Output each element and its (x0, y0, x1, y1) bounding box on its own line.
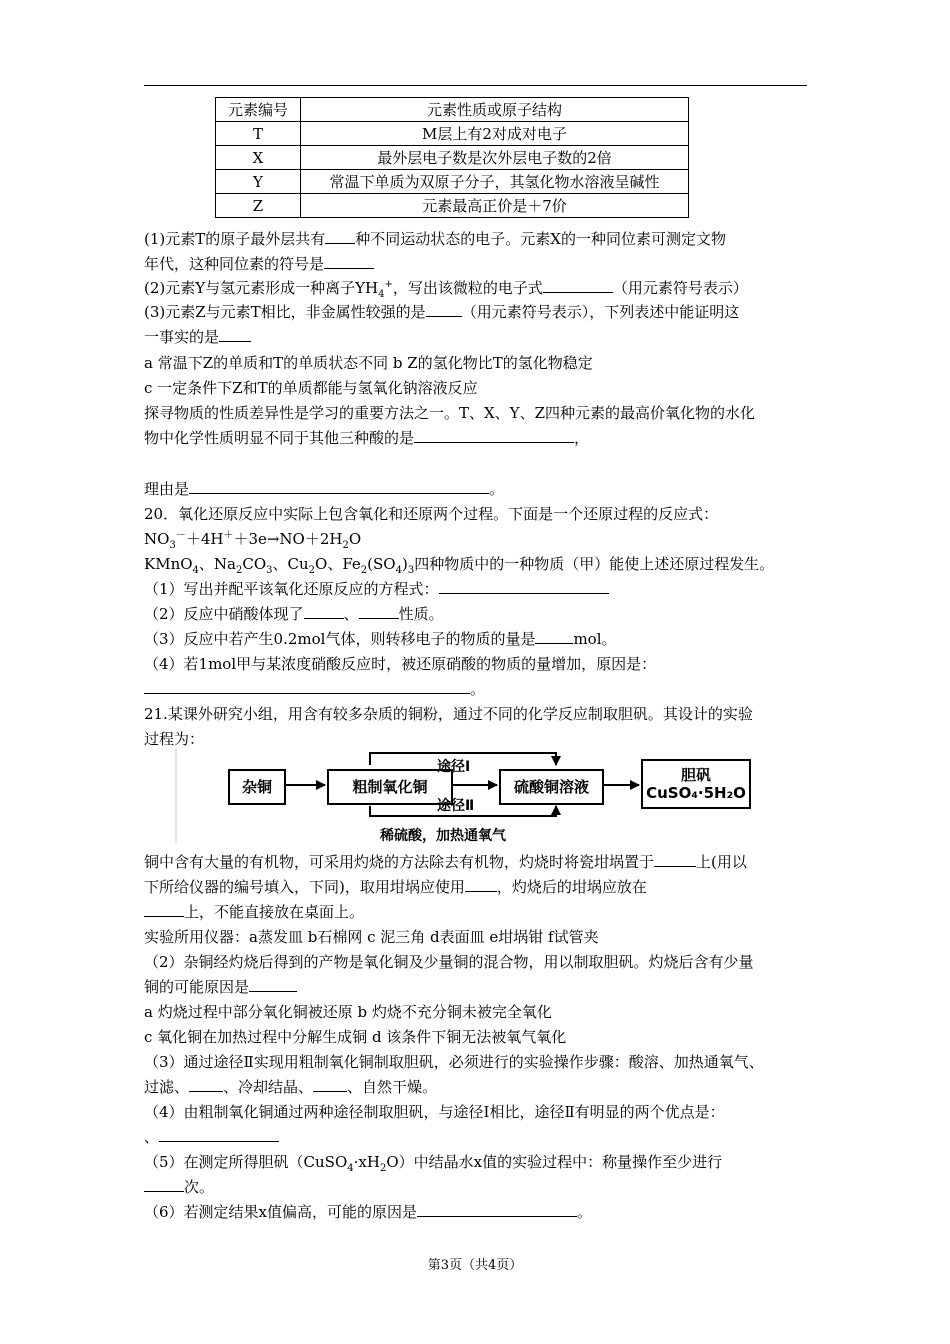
q19-text: (3)元素Z与元素T相比，非金属性较强的是 (144, 303, 426, 321)
q21-text: O）中结晶水x值的实验过程中：称量操作至少进行 (386, 1153, 723, 1171)
table-cell: T (216, 122, 301, 146)
q20-text: 。 (470, 680, 486, 698)
answer-blank (144, 902, 184, 917)
answer-blank (417, 1202, 577, 1217)
subscript: 2 (308, 565, 316, 576)
box-crude-copper-oxide: 粗制氧化铜 (327, 769, 453, 805)
q21-l9: （3）通过途径Ⅱ实现用粗制氧化铜制取胆矾，必须进行的实验操作步骤：酸溶、加热通氧气、 (144, 1053, 764, 1071)
superscript: + (384, 279, 393, 290)
q20-text: 四种物质中的一种物质（甲）能使上述还原过程发生。 (414, 555, 775, 573)
table-cell: Y (216, 170, 301, 194)
q21-text: 上(用以 (696, 853, 747, 871)
header-rule (144, 85, 807, 86)
answer-blank (439, 579, 609, 594)
route-1-label: 途径Ⅰ (437, 759, 471, 775)
box-crude-copper: 杂铜 (228, 769, 286, 805)
formula-text: NO (144, 530, 170, 548)
box-label: 胆矾 (680, 766, 711, 784)
q21-l12 (144, 1126, 279, 1148)
q20-part2 (144, 603, 444, 625)
q19-text: 年代，这种同位素的符号是 (144, 255, 325, 273)
q19-part1-line2 (144, 253, 374, 275)
q20-part1 (144, 578, 609, 600)
q21-text: 、自然干燥。 (347, 1078, 438, 1096)
table-cell: M层上有2对成对电子 (301, 122, 689, 146)
q21-text: （6）若测定结果x值偏高，可能的原因是 (144, 1203, 418, 1221)
q21-l7: a 灼烧过程中部分氧化铜被还原 b 灼烧不充分铜未被完全氧化 (144, 1003, 552, 1021)
q20-intro: 20．氧化还原反应中实际上包含氧化和还原两个过程。下面是一个还原过程的反应式： (144, 505, 719, 523)
q19-text: (1)元素T的原子最外层共有 (144, 230, 326, 248)
q21-l6 (144, 976, 297, 998)
q19-text: 种不同运动状态的电子。元素X的一种同位素可测定文物 (355, 230, 726, 248)
q19-part2 (144, 277, 748, 299)
q21-text: （5）在测定所得胆矾（CuSO (144, 1153, 348, 1171)
q19-part3-line2 (144, 326, 251, 348)
answer-blank (219, 327, 251, 342)
answer-blank (313, 1077, 347, 1092)
q19-part4-line1: 探寻物质的性质差异性是学习的重要方法之一。T、X、Y、Z四种元素的最高价氧化物的水化 (144, 404, 756, 422)
table-header: 元素编号 (216, 98, 301, 122)
box-blue-vitriol (641, 759, 751, 809)
q20-part4: （4）若1mol甲与某浓度硝酸反应时，被还原硝酸的物质的量增加，原因是： (144, 655, 657, 673)
route-2-label: 途径Ⅱ (437, 798, 475, 814)
subscript: 3 (266, 565, 273, 576)
table-row (216, 170, 689, 194)
answer-blank (189, 1077, 223, 1092)
q20-text: mol。 (573, 630, 617, 648)
q20-equation (144, 528, 361, 550)
q21-text: ·xH (353, 1153, 380, 1171)
box-formula: CuSO₄·5H₂O (646, 784, 746, 802)
q21-text: 铜中含有大量的有机物，可采用灼烧的方法除去有机物，灼烧时将瓷坩埚置于 (144, 853, 655, 871)
q21-intro-line1: 21.某课外研究小组，用含有较多杂质的铜粉，通过不同的化学反应制取胆矾。其设计的实验 (144, 705, 753, 723)
table-cell: 最外层电子数是次外层电子数的2倍 (301, 146, 689, 170)
answer-blank (654, 852, 696, 867)
q21-l15 (144, 1201, 592, 1223)
formula-text: CO (242, 555, 267, 573)
answer-blank (144, 1177, 184, 1192)
answer-blank (189, 479, 489, 494)
table-cell: Z (216, 194, 301, 218)
subscript: 4 (347, 1163, 354, 1174)
subscript: 2 (235, 565, 243, 576)
table-row (216, 122, 689, 146)
q21-text: ，灼烧后的坩埚应放在 (496, 878, 647, 896)
q20-text: 、 (343, 605, 359, 623)
q20-substances (144, 553, 774, 575)
q19-reason (144, 478, 504, 500)
table-cell: 元素最高正价是＋7价 (301, 194, 689, 218)
element-table (215, 97, 689, 218)
q20-text: 性质。 (398, 605, 444, 623)
q21-l1 (144, 851, 747, 873)
formula-text: 、Na (198, 555, 236, 573)
q21-text: 过滤、 (144, 1078, 190, 1096)
q20-part3 (144, 628, 617, 650)
q21-text: 铜的可能原因是 (144, 978, 250, 996)
q21-text: 、 (144, 1128, 160, 1146)
table-header-row (216, 98, 689, 122)
subscript: 4 (192, 565, 199, 576)
q19-options-ab: a 常温下Z的单质和T的单质状态不同 b Z的氢化物比T的氢化物稳定 (144, 354, 593, 372)
answer-blank (543, 278, 613, 293)
subscript: 4 (378, 289, 385, 300)
formula-text: O、Fe (315, 555, 361, 573)
q21-l4: 实验所用仪器：a蒸发皿 b石棉网 c 泥三角 d表面皿 e坩埚钳 f试管夹 (144, 928, 599, 946)
subscript: 2 (342, 540, 349, 551)
formula-text: ＋4H (185, 530, 224, 548)
q19-text: ，写出该微粒的电子式 (392, 279, 543, 297)
q21-l10 (144, 1076, 437, 1098)
q19-part1-line1 (144, 228, 726, 250)
answer-blank (304, 604, 344, 619)
table-cell: 常温下单质为双原子分子，其氢化物水溶液呈碱性 (301, 170, 689, 194)
q19-part3-line1 (144, 301, 739, 323)
answer-blank (426, 302, 462, 317)
q19-text: （用元素符号表示） (612, 279, 748, 297)
table-row (216, 146, 689, 170)
q21-text: 。 (577, 1203, 593, 1221)
formula-text: (SO (367, 555, 396, 573)
q19-text: 一事实的是 (144, 328, 220, 346)
q19-text: ， (574, 429, 590, 447)
q21-l5: （2）杂铜经灼烧后得到的产物是氧化铜及少量铜的混合物，用以制取胆矾。灼烧后含有少量 (144, 953, 754, 971)
answer-blank (249, 977, 297, 992)
formula-text: O (348, 530, 362, 548)
q21-text: 、冷却结晶、 (223, 1078, 314, 1096)
formula-text: ＋3e→NO＋2H (233, 530, 343, 548)
answer-blank (144, 679, 470, 694)
answer-blank (535, 629, 573, 644)
answer-blank (414, 428, 574, 443)
q21-l2 (144, 876, 647, 898)
superscript: － (175, 530, 186, 541)
formula-text: ) (401, 555, 408, 573)
answer-blank (325, 229, 355, 244)
answer-blank (324, 254, 374, 269)
q21-l14 (144, 1176, 214, 1198)
q19-part4-line2 (144, 427, 589, 449)
process-diagram (175, 746, 795, 846)
subscript: 3 (407, 565, 415, 576)
q20-text: （2）反应中硝酸体现了 (144, 605, 304, 623)
q19-text: 物中化学性质明显不同于其他三种酸的是 (144, 429, 415, 447)
answer-blank (465, 877, 497, 892)
q19-text: (2)元素Y与氢元素形成一种离子YH (144, 279, 379, 297)
q19-text: （用元素符号表示），下列表述中能证明这 (461, 303, 740, 321)
table-header: 元素性质或原子结构 (301, 98, 689, 122)
q21-intro-line2: 过程为： (144, 730, 205, 748)
q21-l11: （4）由粗制氧化铜通过两种途径制取胆矾，与途径Ⅰ相比，途径Ⅱ有明显的两个优点是： (144, 1103, 725, 1121)
subscript: 3 (169, 540, 176, 551)
q21-text: 下所给仪器的编号填入，下同)，取用坩埚应使用 (144, 878, 465, 896)
table-cell: X (216, 146, 301, 170)
superscript: ＋ (223, 530, 234, 541)
q21-l13 (144, 1151, 722, 1173)
answer-blank (159, 1127, 279, 1142)
subscript: 4 (395, 565, 402, 576)
subscript: 2 (379, 1163, 387, 1174)
formula-text: 、Cu (272, 555, 309, 573)
q19-option-c: c 一定条件下Z和T的单质都能与氢氧化钠溶液反应 (144, 379, 478, 397)
q21-l8: c 氧化铜在加热过程中分解生成铜 d 该条件下铜无法被氧气氧化 (144, 1028, 567, 1046)
q21-text: 上，不能直接放在桌面上。 (184, 903, 365, 921)
q21-text: 次。 (184, 1178, 215, 1196)
box-copper-sulfate-solution: 硫酸铜溶液 (499, 769, 604, 805)
q19-text: 理由是 (144, 480, 190, 498)
q21-l3 (144, 901, 364, 923)
q20-part4-blank (144, 678, 485, 700)
route-2-condition: 稀硫酸，加热通氧气 (380, 828, 506, 844)
q20-text: （1）写出并配平该氧化还原反应的方程式： (144, 580, 439, 598)
formula-text: KMnO (144, 555, 193, 573)
subscript: 2 (360, 565, 368, 576)
page-footer: 第3页（共4页） (427, 1258, 523, 1273)
q20-text: （3）反应中若产生0.2mol气体，则转移电子的物质的量是 (144, 630, 536, 648)
answer-blank (359, 604, 399, 619)
table-row (216, 194, 689, 218)
q19-text: 。 (489, 480, 505, 498)
